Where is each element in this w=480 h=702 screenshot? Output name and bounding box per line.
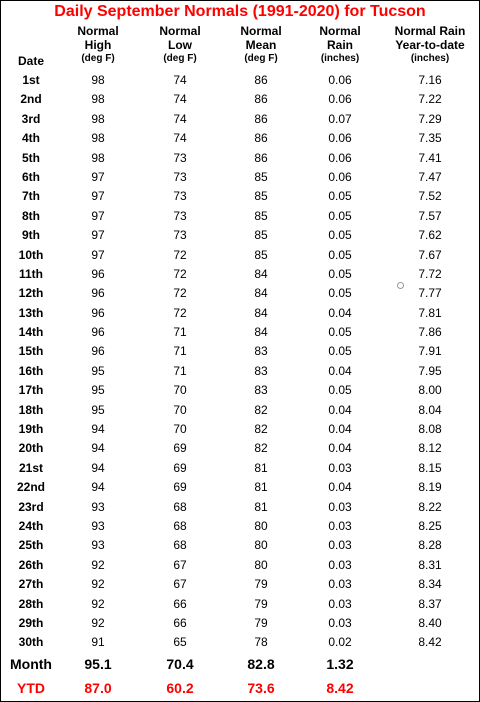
row-date: 8th	[22, 208, 40, 223]
row-ytd-rain: 8.19	[418, 480, 442, 495]
row-ytd-rain: 7.72	[418, 266, 442, 281]
table-row	[1, 478, 479, 497]
row-mean: 81	[254, 499, 268, 514]
row-rain: 0.06	[328, 92, 352, 107]
row-low: 73	[173, 150, 187, 165]
row-date: 18th	[18, 402, 44, 417]
row-mean: 86	[254, 131, 268, 146]
row-high: 97	[91, 228, 105, 243]
table-row	[1, 459, 479, 478]
row-rain: 0.04	[328, 441, 352, 456]
row-low: 74	[173, 92, 187, 107]
row-mean: 83	[254, 383, 268, 398]
row-low: 74	[173, 73, 187, 87]
row-mean: 86	[254, 111, 268, 126]
row-mean: 80	[254, 557, 268, 572]
row-ytd-rain: 7.35	[418, 131, 442, 146]
row-date: 5th	[22, 150, 40, 165]
row-rain: 0.06	[328, 150, 352, 165]
row-low: 72	[173, 286, 187, 301]
ytd-rain: 8.42	[326, 680, 354, 696]
row-rain: 0.04	[328, 422, 352, 437]
row-high: 96	[91, 344, 105, 359]
row-mean: 86	[254, 73, 268, 87]
row-high: 98	[91, 131, 105, 146]
row-date: 13th	[18, 305, 44, 320]
row-date: 11th	[18, 266, 43, 281]
row-rain: 0.04	[328, 305, 352, 320]
row-ytd-rain: 7.77	[418, 286, 442, 301]
header-low-line2: Low	[168, 38, 192, 52]
row-rain: 0.07	[328, 111, 352, 126]
row-date: 10th	[18, 247, 44, 262]
row-mean: 83	[254, 363, 268, 378]
row-mean: 85	[254, 247, 268, 262]
row-high: 96	[91, 325, 105, 340]
row-high: 94	[91, 460, 105, 475]
row-date: 16th	[18, 363, 44, 378]
ytd-mean: 73.6	[247, 680, 275, 696]
row-mean: 84	[254, 305, 268, 320]
header-rain-line2: Rain	[326, 38, 353, 52]
row-high: 97	[91, 169, 105, 184]
row-mean: 83	[254, 344, 268, 359]
row-low: 66	[173, 596, 187, 611]
row-rain: 0.04	[328, 402, 352, 417]
row-date: 23rd	[18, 499, 44, 514]
row-low: 72	[173, 266, 187, 281]
row-mean: 85	[254, 189, 268, 204]
row-high: 94	[91, 480, 105, 495]
row-high: 92	[91, 615, 105, 630]
row-rain: 0.02	[328, 635, 352, 650]
row-low: 70	[173, 383, 187, 398]
row-ytd-rain: 8.00	[418, 383, 442, 398]
row-date: 1st	[22, 73, 40, 87]
row-high: 96	[91, 286, 105, 301]
row-mean: 79	[254, 577, 268, 592]
table-row	[1, 284, 479, 303]
row-high: 93	[91, 499, 105, 514]
row-ytd-rain: 8.25	[418, 518, 442, 533]
row-low: 71	[173, 363, 187, 378]
table-row	[1, 381, 479, 400]
row-mean: 79	[254, 615, 268, 630]
row-ytd-rain: 7.16	[418, 73, 442, 87]
row-ytd-rain: 7.22	[418, 92, 442, 107]
row-mean: 78	[254, 635, 268, 650]
row-date: 19th	[18, 422, 44, 437]
row-date: 12th	[18, 286, 44, 301]
row-rain: 0.05	[328, 266, 352, 281]
row-rain: 0.05	[328, 247, 352, 262]
row-mean: 84	[254, 286, 268, 301]
row-mean: 82	[254, 402, 268, 417]
row-low: 73	[173, 189, 187, 204]
row-mean: 80	[254, 518, 268, 533]
row-low: 67	[173, 577, 187, 592]
row-mean: 80	[254, 538, 268, 553]
row-date: 15th	[18, 344, 44, 359]
row-ytd-rain: 8.22	[418, 499, 442, 514]
table-row	[1, 71, 479, 90]
row-ytd-rain: 7.86	[418, 325, 442, 340]
row-low: 69	[173, 441, 187, 456]
row-ytd-rain: 8.34	[418, 577, 442, 592]
row-low: 66	[173, 615, 187, 630]
row-high: 92	[91, 557, 105, 572]
row-date: 29th	[18, 615, 44, 630]
month-mean: 82.8	[247, 656, 275, 672]
month-rain: 1.32	[326, 656, 354, 672]
header-high	[66, 24, 130, 66]
cursor-marker	[397, 282, 404, 289]
month-summary-row	[1, 653, 479, 675]
table-row	[1, 246, 479, 265]
table-row	[1, 556, 479, 575]
table-row	[1, 129, 479, 148]
header-mean-line1: Normal	[240, 24, 282, 38]
row-high: 93	[91, 518, 105, 533]
row-mean: 85	[254, 169, 268, 184]
header-rain	[308, 24, 372, 66]
table-row	[1, 517, 479, 536]
row-date: 28th	[18, 596, 44, 611]
row-low: 70	[173, 422, 187, 437]
row-high: 98	[91, 150, 105, 165]
row-low: 71	[173, 344, 187, 359]
row-ytd-rain: 8.12	[418, 441, 442, 456]
table-row	[1, 536, 479, 555]
row-high: 92	[91, 577, 105, 592]
row-date: 26th	[18, 557, 44, 572]
row-high: 95	[91, 383, 105, 398]
row-ytd-rain: 7.95	[418, 363, 442, 378]
header-high-line1: Normal	[77, 24, 119, 38]
row-ytd-rain: 7.52	[418, 189, 442, 204]
row-low: 71	[173, 325, 187, 340]
table-row	[1, 187, 479, 206]
row-rain: 0.05	[328, 189, 352, 204]
header-high-line2: High	[84, 38, 112, 52]
ytd-label: YTD	[17, 680, 45, 696]
row-date: 22nd	[16, 480, 45, 495]
row-high: 95	[91, 402, 105, 417]
row-rain: 0.06	[328, 131, 352, 146]
row-low: 73	[173, 228, 187, 243]
row-mean: 86	[254, 92, 268, 107]
table-row	[1, 323, 479, 342]
row-mean: 81	[254, 480, 268, 495]
row-mean: 82	[254, 422, 268, 437]
row-mean: 79	[254, 596, 268, 611]
month-low: 70.4	[166, 656, 194, 672]
row-low: 72	[173, 305, 187, 320]
row-rain: 0.06	[328, 73, 352, 87]
row-high: 97	[91, 189, 105, 204]
table-row	[1, 401, 479, 420]
row-high: 96	[91, 305, 105, 320]
row-low: 68	[173, 538, 187, 553]
header-ytd-rain	[385, 24, 475, 66]
row-date: 27th	[18, 577, 44, 592]
table-row	[1, 168, 479, 187]
row-rain: 0.03	[328, 615, 352, 630]
row-low: 73	[173, 208, 187, 223]
table-row	[1, 575, 479, 594]
table-row	[1, 595, 479, 614]
row-rain: 0.05	[328, 208, 352, 223]
table-row	[1, 633, 479, 652]
row-low: 67	[173, 557, 187, 572]
table-row	[1, 110, 479, 129]
row-high: 97	[91, 208, 105, 223]
row-high: 94	[91, 422, 105, 437]
row-rain: 0.03	[328, 557, 352, 572]
row-mean: 82	[254, 441, 268, 456]
row-ytd-rain: 8.08	[418, 422, 442, 437]
row-mean: 85	[254, 208, 268, 223]
header-mean-line2: Mean	[245, 38, 277, 52]
row-high: 97	[91, 247, 105, 262]
row-rain: 0.03	[328, 577, 352, 592]
row-high: 93	[91, 538, 105, 553]
row-date: 20th	[18, 441, 44, 456]
row-ytd-rain: 7.29	[418, 111, 442, 126]
row-date: 7th	[22, 189, 40, 204]
month-high: 95.1	[84, 656, 112, 672]
table-row	[1, 265, 479, 284]
row-rain: 0.05	[328, 228, 352, 243]
table-body	[1, 71, 479, 653]
ytd-high: 87.0	[84, 680, 112, 696]
table-row	[1, 362, 479, 381]
row-high: 91	[91, 635, 105, 650]
header-ytd-line1: Normal Rain	[394, 24, 466, 38]
table-row	[1, 342, 479, 361]
row-low: 73	[173, 169, 187, 184]
header-mean	[229, 24, 293, 66]
row-low: 68	[173, 499, 187, 514]
row-ytd-rain: 7.62	[418, 228, 442, 243]
month-label: Month	[10, 656, 52, 672]
row-ytd-rain: 8.37	[418, 596, 442, 611]
row-mean: 84	[254, 325, 268, 340]
row-mean: 85	[254, 228, 268, 243]
row-ytd-rain: 8.40	[418, 615, 442, 630]
header-high-units: (deg F)	[81, 53, 115, 64]
table-row	[1, 498, 479, 517]
row-rain: 0.05	[328, 344, 352, 359]
ytd-low: 60.2	[166, 680, 194, 696]
row-rain: 0.04	[328, 363, 352, 378]
row-rain: 0.05	[328, 286, 352, 301]
row-low: 65	[173, 635, 187, 650]
row-ytd-rain: 7.41	[418, 150, 442, 165]
row-rain: 0.05	[328, 383, 352, 398]
row-ytd-rain: 8.15	[418, 460, 442, 475]
header-low	[148, 24, 212, 66]
row-ytd-rain: 7.67	[418, 247, 442, 262]
row-mean: 84	[254, 266, 268, 281]
row-ytd-rain: 8.28	[418, 538, 442, 553]
header-date: Date	[17, 54, 44, 68]
row-ytd-rain: 8.04	[418, 402, 442, 417]
table-row	[1, 304, 479, 323]
row-rain: 0.03	[328, 460, 352, 475]
row-ytd-rain: 8.42	[418, 635, 442, 650]
row-date: 17th	[18, 383, 44, 398]
row-low: 69	[173, 480, 187, 495]
row-rain: 0.03	[328, 499, 352, 514]
page-title: Daily September Normals (1991-2020) for Tucson	[54, 3, 426, 20]
row-low: 69	[173, 460, 187, 475]
row-high: 98	[91, 92, 105, 107]
row-high: 98	[91, 73, 105, 87]
row-date: 9th	[22, 228, 40, 243]
row-rain: 0.03	[328, 596, 352, 611]
table-row	[1, 226, 479, 245]
row-rain: 0.04	[328, 480, 352, 495]
row-date: 6th	[22, 169, 40, 184]
row-mean: 86	[254, 150, 268, 165]
header-low-units: (deg F)	[163, 53, 197, 64]
row-rain: 0.05	[328, 325, 352, 340]
row-rain: 0.03	[328, 538, 352, 553]
row-high: 98	[91, 111, 105, 126]
row-low: 68	[173, 518, 187, 533]
header-mean-units: (deg F)	[244, 53, 278, 64]
row-date: 24th	[18, 518, 44, 533]
header-ytd-units: (inches)	[410, 53, 450, 64]
row-ytd-rain: 7.47	[418, 169, 442, 184]
table-row	[1, 149, 479, 168]
row-date: 2nd	[20, 92, 42, 107]
table-row	[1, 420, 479, 439]
header-rain-units: (inches)	[320, 53, 360, 64]
table-row	[1, 207, 479, 226]
row-high: 94	[91, 441, 105, 456]
header-low-line1: Normal	[159, 24, 201, 38]
table-row	[1, 614, 479, 633]
table-row	[1, 90, 479, 109]
row-date: 21st	[18, 460, 44, 475]
row-date: 25th	[18, 538, 44, 553]
row-date: 30th	[18, 635, 44, 650]
row-mean: 81	[254, 460, 268, 475]
row-ytd-rain: 8.31	[418, 557, 442, 572]
row-ytd-rain: 7.81	[418, 305, 442, 320]
header-ytd-line2: Year-to-date	[395, 38, 465, 52]
row-high: 95	[91, 363, 105, 378]
row-ytd-rain: 7.57	[418, 208, 442, 223]
row-date: 4th	[22, 131, 40, 146]
ytd-summary-row	[1, 677, 479, 699]
table-row	[1, 439, 479, 458]
row-date: 3rd	[21, 111, 41, 126]
row-date: 14th	[18, 325, 44, 340]
header-rain-line1: Normal	[319, 24, 361, 38]
row-high: 96	[91, 266, 105, 281]
row-rain: 0.03	[328, 518, 352, 533]
row-low: 74	[173, 111, 187, 126]
row-low: 72	[173, 247, 187, 262]
row-low: 70	[173, 402, 187, 417]
row-high: 92	[91, 596, 105, 611]
row-ytd-rain: 7.91	[418, 344, 442, 359]
row-low: 74	[173, 131, 187, 146]
row-rain: 0.06	[328, 169, 352, 184]
